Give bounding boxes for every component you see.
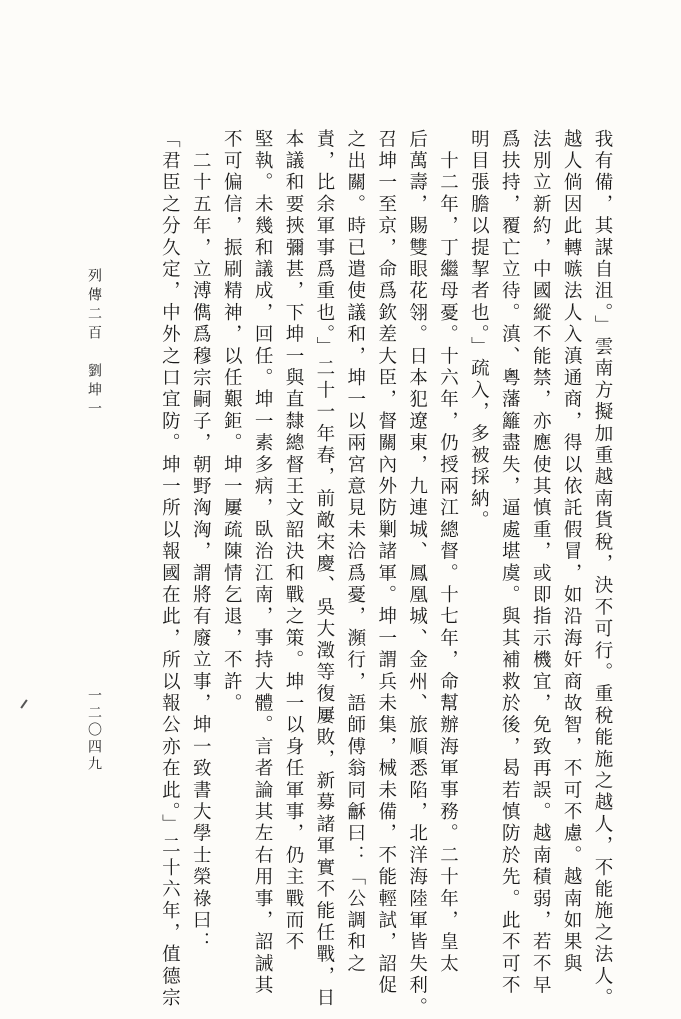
text-column: 責，比余軍事爲重也。」二十一年春，前敵宋慶、吳大澂等復屢敗，新募諸軍實不能任戰，日 <box>313 129 335 1010</box>
text-column: 法別立新約，中國縱不能禁，亦應使其慎重，或即指示機宜，免致再誤。越南積弱，若不早 <box>530 129 552 997</box>
text-column: 越人倘因此轉嗾法人入滇通商，得以依託假冒，如沿海奸商故智，不可不慮。越南如果與 <box>561 129 583 976</box>
text-column: 召坤一至京，命爲欽差大臣，督關內外防剿諸軍。坤一謂兵未集，械未備，不能輕試，詔促 <box>375 129 397 997</box>
text-column: 十二年，丁繼母憂。十六年，仍授兩江總督。十七年，命幫辦海軍事務。二十年，皇太 <box>437 129 459 976</box>
text-column: 「君臣之分久定，中外之口宜防。坤一所以報國在此，所以報公亦在此。」二十六年，值德宗 <box>159 129 181 1010</box>
scan-mark <box>20 699 27 708</box>
text-column: 之出關。時已遣使議和，坤一以兩宮意見未洽爲憂，瀕行，語師傅翁同龢曰：「公調和之 <box>344 129 366 976</box>
text-column: 明目張膽以提挈者也。」疏入，多被採納。 <box>468 129 490 533</box>
page-number: 一二〇四九 <box>86 688 102 773</box>
running-header: 列傳二百 劉坤一 <box>86 268 102 420</box>
text-column: 爲扶持，覆亡立待。滇、粵藩籬盡失，逼處堪虞。與其補救於後，曷若慎防於先。此不可不 <box>499 129 521 997</box>
text-column: 后萬壽，賜雙眼花翎。日本犯遼東，九連城、鳳凰城、金州、旅順悉陷，北洋海陸軍皆失利。 <box>406 129 428 1019</box>
text-column: 我有備，其謀自沮。」雲南方擬加重越南貨稅，決不可行。重稅能施之越人，不能施之法人。 <box>592 129 613 1010</box>
text-column: 二十五年，立溥儁爲穆宗嗣子，朝野洶洶，謂將有廢立事，坤一致書大學士榮祿曰： <box>190 129 212 954</box>
text-column: 堅執。未幾和議成，回任。坤一素多病，臥治江南，事持大體。言者論其左右用事，詔誡其 <box>252 129 274 997</box>
text-column: 不可偏信，振刷精神，以任艱鉅。坤一屢疏陳情乞退，不許。 <box>221 129 243 715</box>
text-column: 本議和要挾彌甚，下坤一與直隸總督王文韶決和戰之策。坤一以身任軍事，仍主戰而不 <box>283 129 304 954</box>
